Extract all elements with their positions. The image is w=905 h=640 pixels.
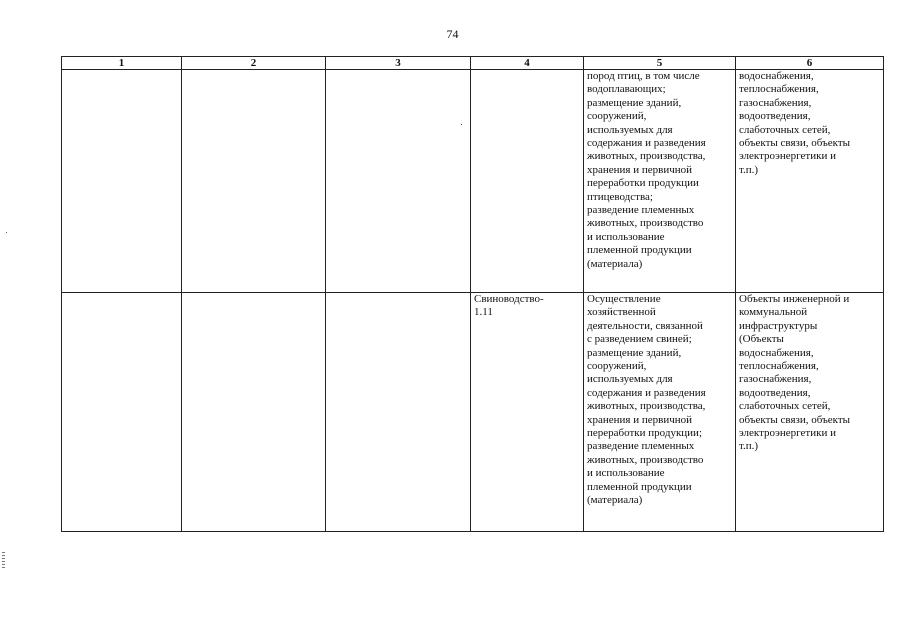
header-row	[62, 57, 884, 70]
use-type-code: Свиноводство- 1.11	[471, 293, 584, 532]
table-cell	[62, 293, 182, 532]
scan-speck	[461, 124, 462, 125]
table-cell	[182, 70, 326, 293]
scan-margin-mark	[2, 552, 5, 568]
table-cell	[62, 70, 182, 293]
column-header-2: 2	[182, 57, 326, 70]
auxiliary-use-description: водоснабжения, теплоснабжения, газоснабжения, водоотведения, слаботочных сетей, объекты связи, объекты электроэнергетики и т.п.)	[736, 70, 884, 293]
scan-speck	[6, 232, 7, 233]
column-header-1: 1	[62, 57, 182, 70]
permitted-use-description: пород птиц, в том числе водоплавающих; размещение зданий, сооружений, используемых для содержания и разведения животных, производства, хранения и первичной переработки продукции птицеводства; разведение племенных животных, производство и использование племенной продукции (материала)	[584, 70, 736, 293]
table-cell	[326, 293, 471, 532]
column-header-6: 6	[736, 57, 884, 70]
table-cell	[182, 293, 326, 532]
table-cell	[326, 70, 471, 293]
column-header-5: 5	[584, 57, 736, 70]
page-number: 74	[446, 27, 459, 41]
column-header-3: 3	[326, 57, 471, 70]
zoning-table	[61, 56, 884, 532]
table-cell	[471, 70, 584, 293]
auxiliary-use-description: Объекты инженерной и коммунальной инфраструктуры (Объекты водоснабжения, теплоснабжения, газоснабжения, водоотведения, слаботочных сетей, объекты связи, объекты электроэнергетики и т.п.)	[736, 293, 884, 532]
table-row	[62, 70, 884, 293]
table-row	[62, 293, 884, 532]
column-header-4: 4	[471, 57, 584, 70]
permitted-use-description: Осуществление хозяйственной деятельности, связанной с разведением свиней; размещение зданий, сооружений, используемых для содержания и разведения животных, производства, хранения и первичной переработки продукции; разведение племенных животных, производство и использование племенной продукции (материала)	[584, 293, 736, 532]
